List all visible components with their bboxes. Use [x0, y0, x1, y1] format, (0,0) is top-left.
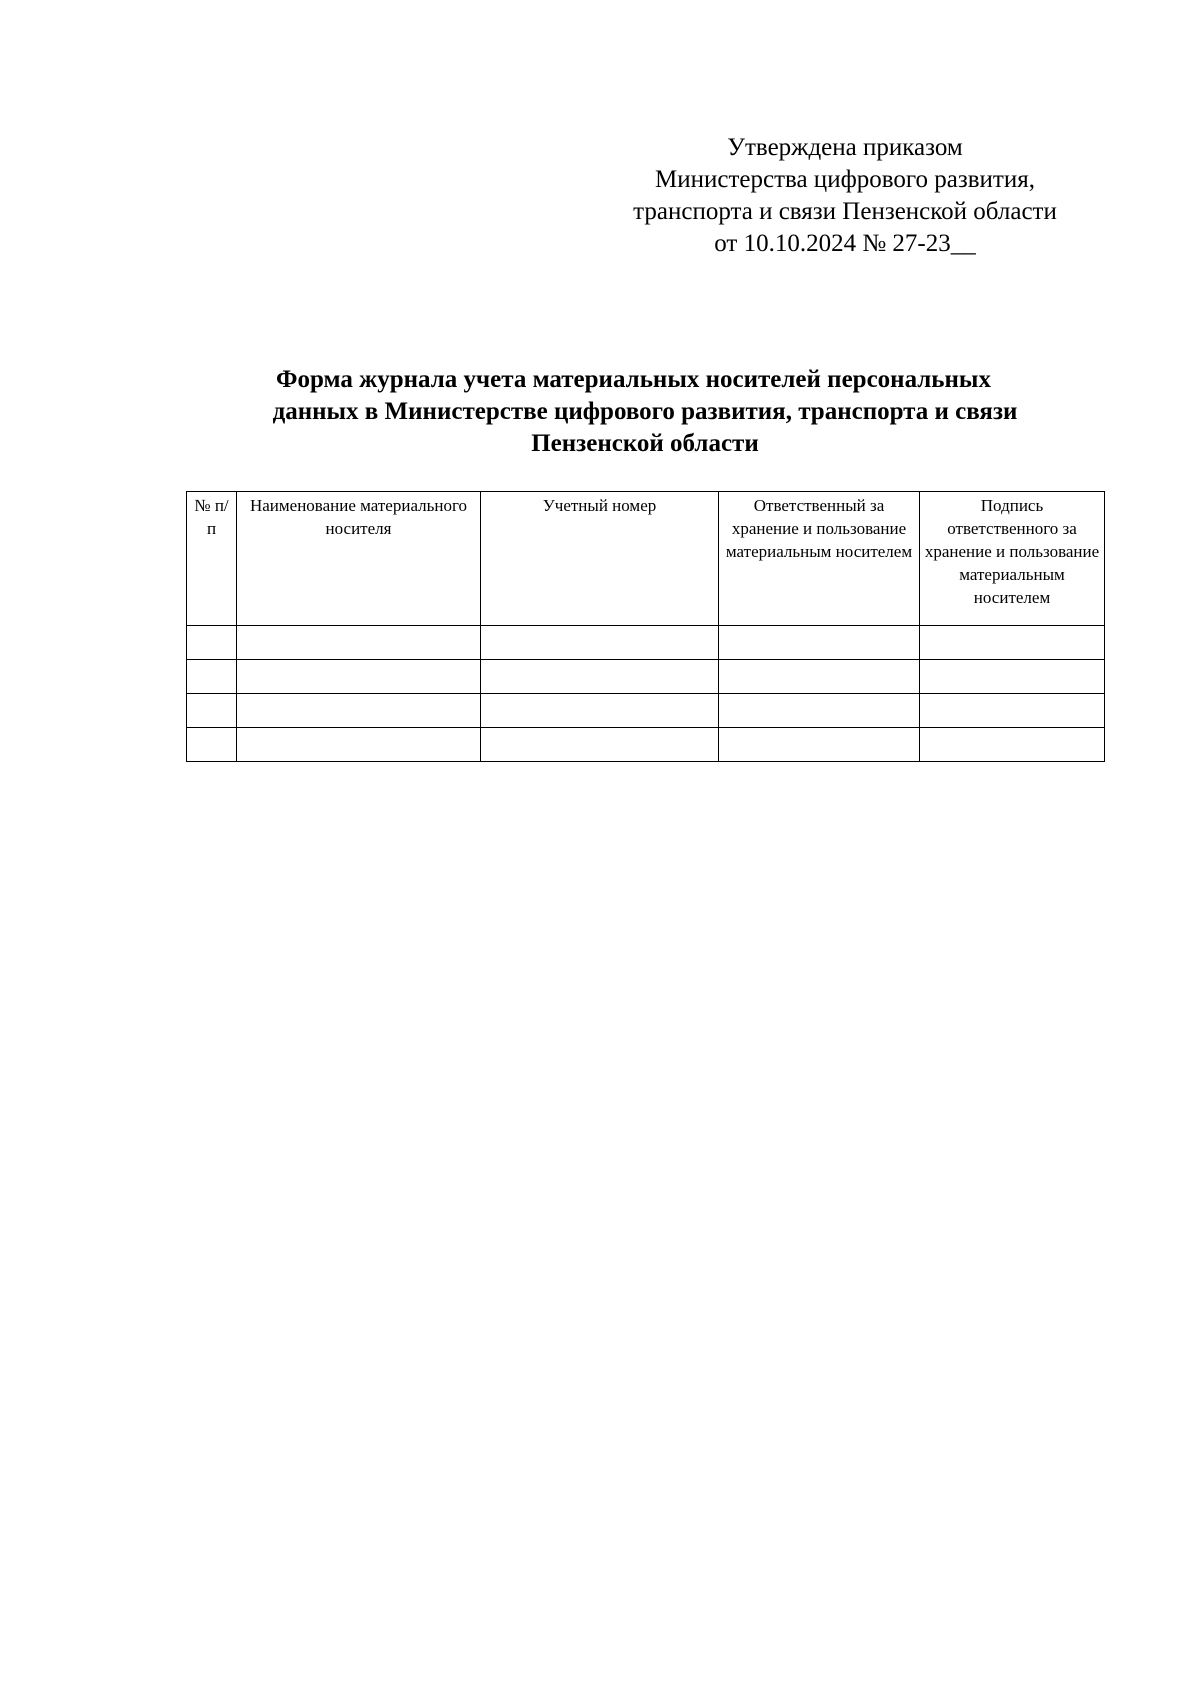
table-cell	[187, 626, 237, 660]
table-cell	[237, 626, 481, 660]
table-cell	[187, 660, 237, 694]
table-cell	[481, 660, 719, 694]
table-cell	[719, 660, 920, 694]
table-cell	[719, 626, 920, 660]
table-cell	[187, 694, 237, 728]
table-cell	[719, 694, 920, 728]
header-account-number: Учетный номер	[481, 492, 719, 626]
journal-table	[186, 491, 1105, 762]
table-row	[187, 728, 1105, 762]
table-cell	[237, 694, 481, 728]
table-cell	[481, 728, 719, 762]
approval-line-2: Министерства цифрового развития,	[654, 166, 1035, 193]
table-cell	[481, 626, 719, 660]
form-title	[186, 364, 1104, 460]
table-cell	[187, 728, 237, 762]
table-row	[187, 626, 1105, 660]
header-number: № п/п	[187, 492, 237, 626]
approval-line-3: транспорта и связи Пензенской области	[633, 198, 1057, 225]
header-signature: Подпись ответственного за хранение и пользование материальным носителем	[920, 492, 1105, 626]
table-row	[187, 694, 1105, 728]
form-title-line-3: Пензенской области	[531, 430, 759, 457]
approval-block	[600, 132, 1090, 260]
table-cell	[920, 694, 1105, 728]
table-cell	[920, 626, 1105, 660]
header-media-name: Наименование материального носителя	[237, 492, 481, 626]
table-header-row	[187, 492, 1105, 626]
table-cell	[481, 694, 719, 728]
form-title-line-2: данных в Министерстве цифрового развития, транспорта и связи	[272, 398, 1018, 425]
approval-line-1: Утверждена приказом	[727, 134, 963, 161]
header-responsible: Ответственный за хранение и пользование материальным носителем	[719, 492, 920, 626]
form-title-line-1: Форма журнала учета материальных носителей персональных	[276, 366, 991, 393]
approval-line-4: от 10.10.2024 № 27-23__	[714, 230, 976, 257]
table-cell	[237, 660, 481, 694]
table-cell	[920, 728, 1105, 762]
table-cell	[920, 660, 1105, 694]
table-cell	[719, 728, 920, 762]
table-row	[187, 660, 1105, 694]
table-cell	[237, 728, 481, 762]
